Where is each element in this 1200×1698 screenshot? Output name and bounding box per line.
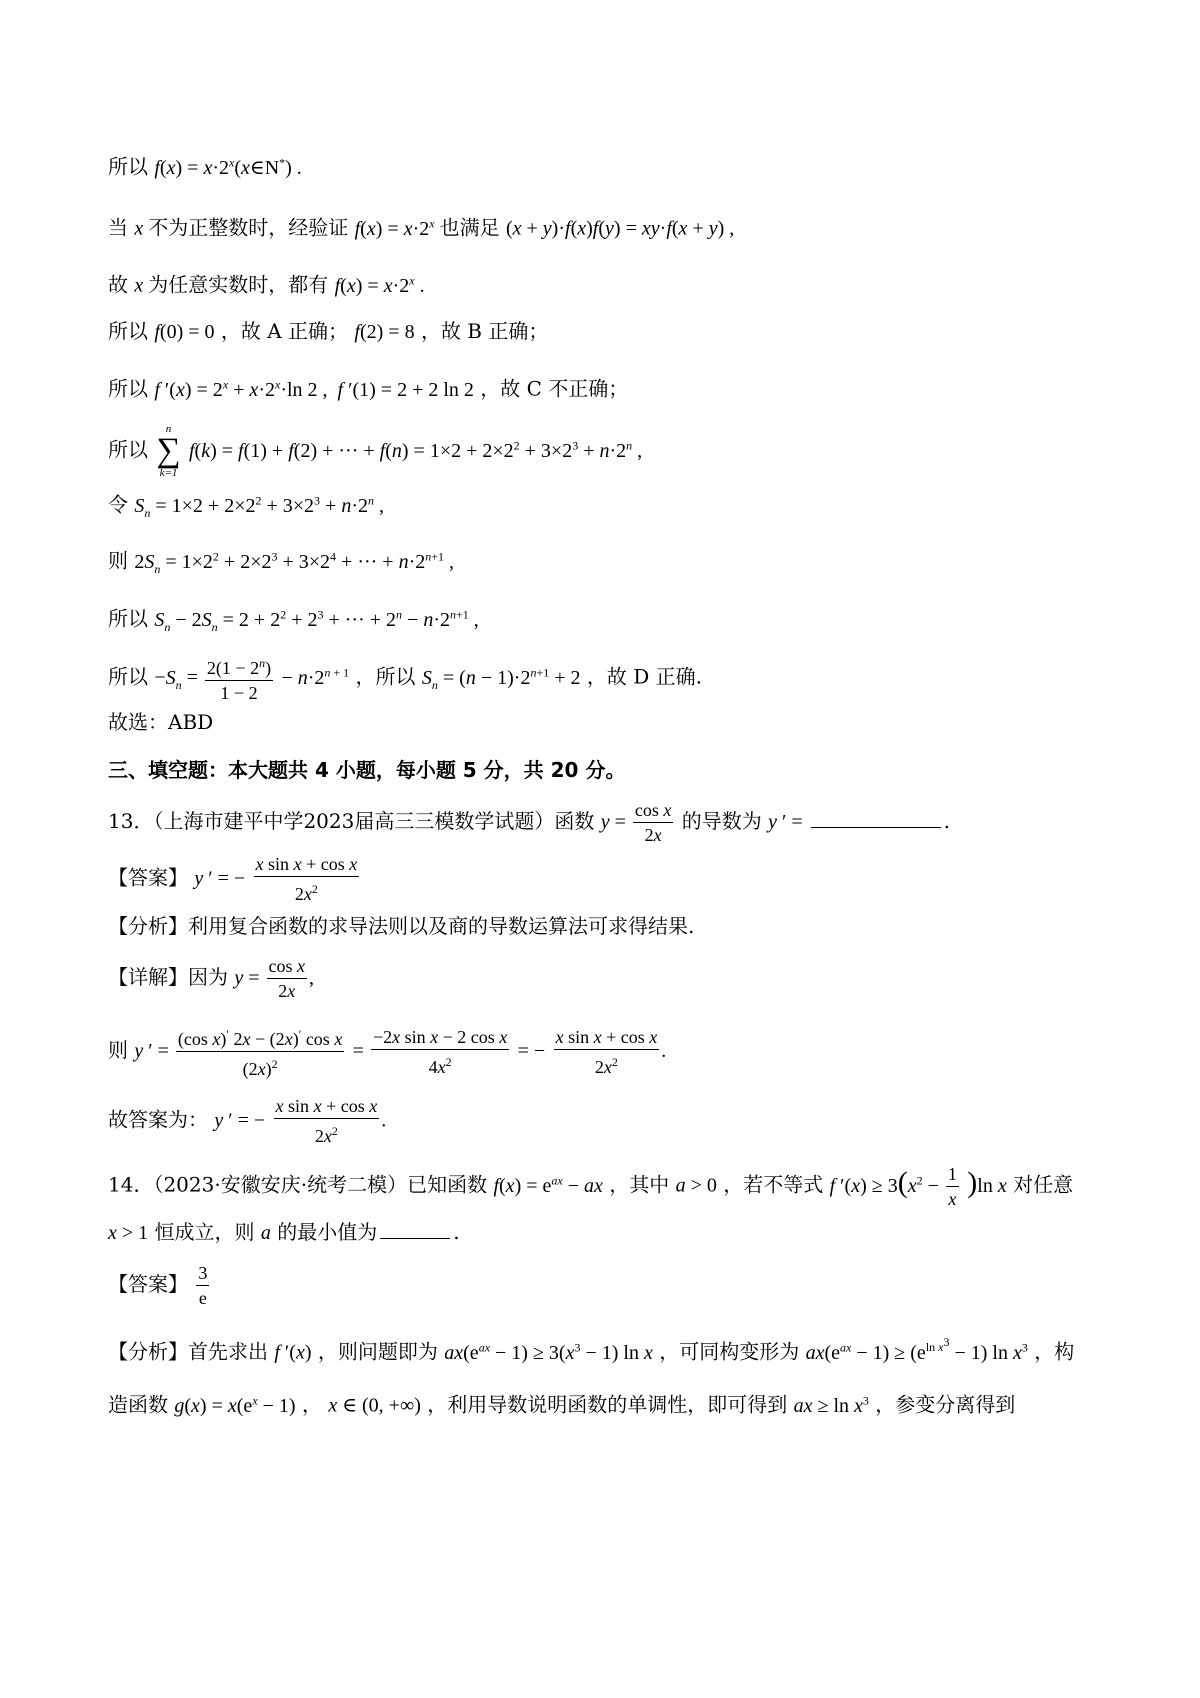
text: 所以 (108, 154, 148, 179)
line-d: 所以 $-S_n$ = $\frac{2(1 - 2^n)}{1 - 2}$ − $n\cdot 2^{n + 1}$ ，所以 $S_n = (n - 1)\cdot 2^{n+1} + 2$ ，故 D 正确. (108, 648, 1140, 709)
line-verify: 当 x 不为正整数时，经验证 $f(x) = x\cdot 2^x$ 也满足 (x + y)·f(x)f(y) = xy·f(x + y) , (108, 215, 735, 240)
line-ab: 所以 f(0) = 0 ，故 A 正确； f(2) = 8 ，故 B 正确； (108, 319, 549, 343)
q14-answer: 【答案】 $\frac{3}{e}$ (108, 1263, 208, 1308)
line-sum: 所以 n ∑ k=1 f(k) = f(1) + f(2) + ··· + $f(n) = 1\times 2 + 2\times 2^2 + 3\times 2^3 + n\cdot 2^n$ , (108, 423, 643, 479)
line-sn: 令 $S_n = 1\times 2 + 2\times 2^2 + 3\times 2^3 + n\cdot 2^n$ , (108, 492, 384, 520)
q13-conclusion: 故答案为： y ′ = − $\frac{\text{x sin x + cos x}}{2x^2}$ . (108, 1096, 387, 1146)
line-2sn: 则 $2S_n = 1\times 2^2 + 2\times 2^3 + 3\times 2^4$ + ··· + $n\cdot 2^{n+1}$ , (108, 548, 455, 576)
line-choice: 故选：ABD (108, 710, 214, 734)
q14-analysis-1: 【分析】首先求出 f ′(x) ，则问题即为 $ax(e^{ax} - 1) \ge 3(x^3 - 1)$ ln x ，可同构变形为 $ax(e^{ax} - 1) \ge (e^{ln x^3} - 1)$ $\ln x^3$ ，构 (108, 1335, 1075, 1364)
q13-analysis: 【分析】利用复合函数的求导法则以及商的导数运算法可求得结果. (108, 914, 695, 938)
question-14-line2: x > 1 恒成立，则 a 的最小值为 . (108, 1220, 460, 1244)
q13-answer: 【答案】 y ′ = − $\frac{\text{x sin x + cos x}}{2x^2}$ (108, 854, 358, 904)
line-diff: 所以 $S_n - 2S_n = 2 + 2^2 + 2^3$ + ··· + $2^n - n\cdot 2^{n+1}$ , (108, 606, 479, 634)
section-title: 三、填空题：本大题共 4 小题，每小题 5 分，共 20 分。 (108, 758, 626, 782)
line-c: 所以 f $'(x) = 2^x + x\cdot 2^x\cdot\ln$ 2 , f ′(1) = 2 + 2 ln 2 ，故 C 不正确； (108, 376, 629, 401)
line-real: 故 x 为任意实数时，都有 $f(x) = x\cdot 2^x$ . (108, 272, 425, 297)
answer-blank (811, 809, 941, 828)
q13-derivation: 则 y ′ = $\frac{(\cos x)' 2x - (2x)' \cos x}{(2x)^2}$ = $\frac{\text{−2x sin x − 2 cos x}}{4x^2}$ = − $\frac{\text{x sin x + cos x}}{2x^2}$ . (108, 1022, 1140, 1081)
answer-blank-14 (380, 1220, 450, 1239)
q14-analysis-2: 造函数 $g(x) = x(e^x - 1)$ ， x ∈ (0, +∞) ，利用导数说明函数的单调性，即可得到 ax ≥ $\ln x^3$ ，参变分离得到 (108, 1392, 1016, 1417)
q13-detail: 【详解】因为 y = $\frac{\text{cos x}}{2x}$ , (108, 956, 315, 1001)
question-14: 14．（2023·安徽安庆·统考二模）已知函数 $f(x) = e^{ax}$ − ax ，其中 a > 0 ，若不等式 f $'(x) \ge 3(x^2$ − $\frac{1}{x}$ )ln x 对任意 (108, 1163, 1074, 1209)
question-13: 13．（上海市建平中学2023届高三三模数学试题）函数 y = $\frac{\text{cos x}}{2x}$ 的导数为 y ′ = . (108, 800, 951, 845)
line-f-formula: 所以 $f(x) = x\cdot 2^x(x\in N^*)$ . (108, 154, 302, 179)
